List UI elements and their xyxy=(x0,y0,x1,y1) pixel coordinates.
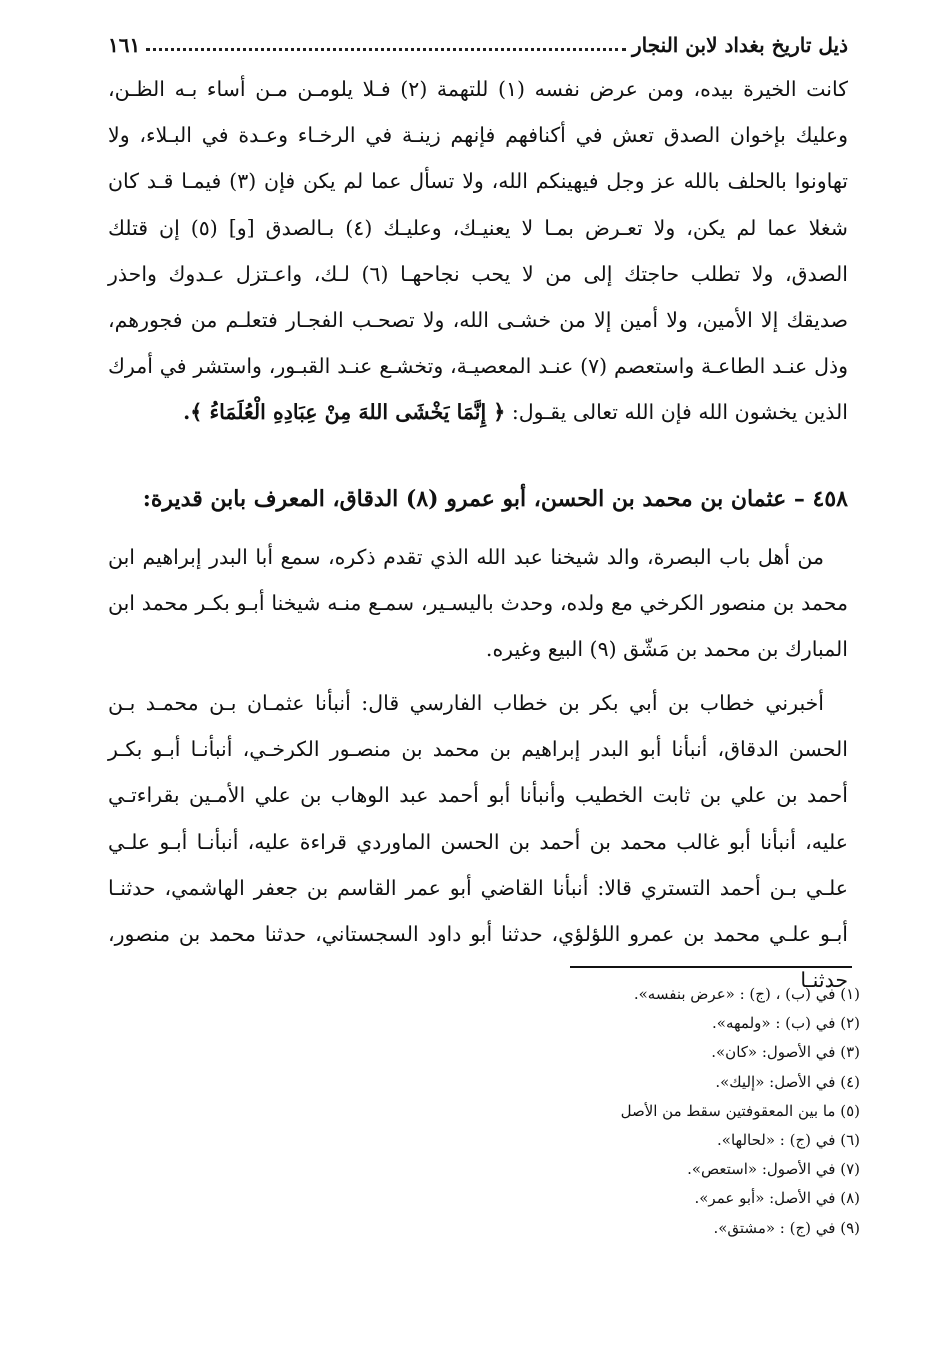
paragraph-isnad xyxy=(108,680,848,1003)
footnote: (٦) في (ج) : «لحالها». xyxy=(717,1131,860,1150)
footnote: (٣) في الأصول: «كان». xyxy=(711,1043,860,1062)
footnote: (٢) في (ب) : «ولمهه». xyxy=(712,1014,860,1033)
paragraph-2-text: من أهل باب البصرة، والد شيخنا عبد الله الذي تقدم ذكره، سمع أبا البدر إبراهيم ابن محمد بن منصور الكرخي مع ولده، وحدث باليسـير، سمـع منـه شيخنا أبـو بكـر محمد ابن المبارك بن محمد بن مَشّق (٩) البيع وغيره. xyxy=(108,545,848,662)
footnote: (٨) في الأصل: «أبو عمر». xyxy=(694,1189,860,1208)
running-header xyxy=(108,28,848,62)
footnote: (٧) في الأصول: «استعص». xyxy=(687,1160,860,1179)
paragraph-3-text: أخبرني خطاب بن أبي بكر بن خطاب الفارسي قال: أنبأنا عثمـان بـن محمـد بـن الحسن الدقاق، أنبأنا أبو البدر إبراهيم بن محمد بن منصـور الكرخـي، أنبأنـا أبـو بكـر أحمد بن علي بن ثابت الخطيب وأنبأنا أبو أحمد عبد الوهاب بن علي الأمـين بقراءتـي عليه، أنبأنا أبو غالب محمد بن أحمد بن الحسن الماوردي قراءة عليه، أنبأنـا أبـو علـي علـي بـن أحمد التستري قالا: أنبأنا القاضي أبو عمر القاسم بن جعفر الهاشمي، حدثنـا أبـو علـي محمد بن عمرو اللؤلؤي، حدثنا أبو داود السجستاني، حدثنا محمد بن منصور، حدثنـا xyxy=(108,691,848,993)
footnote-separator xyxy=(570,966,852,968)
footnote: (١) في (ب) ، (ج) : «عرض بنفسه». xyxy=(633,985,860,1003)
entry-heading: ٤٥٨ – عثمان بن محمد بن الحسن، أبو عمرو (٨) الدقاق، المعرف بابن قديرة: xyxy=(142,486,848,512)
footnote: (٤) في الأصل: «إليك». xyxy=(715,1072,860,1091)
paragraph-continuation xyxy=(108,66,848,436)
paragraph-biography xyxy=(108,534,848,673)
paragraph-1-text: كانت الخيرة بيده، ومن عرض نفسه (١) للتهمة (٢) فـلا يلومـن مـن أساء بـه الظـن، وعليك بإخوان الصدق تعش في أكنافهم فإنهم زينـة في الرخـاء وعـدة في البـلاء، ولا تهاونوا بالحلف بالله عز وجل فيهينكم الله، ولا تسأل عما لم يكن فإن (٣) فيمـا قـد كان شغلا عما لم يكن، ولا تعـرض بمـا لا يعنيـك، وعليـك (٤) بـالصدق [و] (٥) إن قتلك الصدق، ولا تطلب حاجتك إلى من لا يحب نجاحهـا (٦) لـك، واعـتزل عـدوك واحذر صديقك إلا الأمين، ولا أمين إلا من خشـى الله، ولا تصحـب الفجـار فتعلـم من فجورهم، وذل عنـد الطاعـة واستعصم (٧) عنـد المعصيـة، وتخشـع عنـد القبـور، واستشر في أمرك الذين يخشون الله فإن الله تعالى يقـول: xyxy=(108,77,849,425)
footnote: (٩) في (ج) : «مشتق». xyxy=(713,1218,860,1237)
header-dot-leader xyxy=(146,48,626,51)
page-number: ١٦١ xyxy=(108,33,141,57)
header-title: ذيل تاريخ بغداد لابن النجار xyxy=(632,33,848,57)
footnote: (٥) ما بين المعقوفتين سقط من الأصل xyxy=(620,1101,860,1120)
footnotes xyxy=(300,980,860,1243)
quran-verse: ﴿ إِنَّمَا يَخْشَى اللهَ مِنْ عِبَادِهِ الْعُلَمَاءُ ﴾. xyxy=(183,400,506,425)
